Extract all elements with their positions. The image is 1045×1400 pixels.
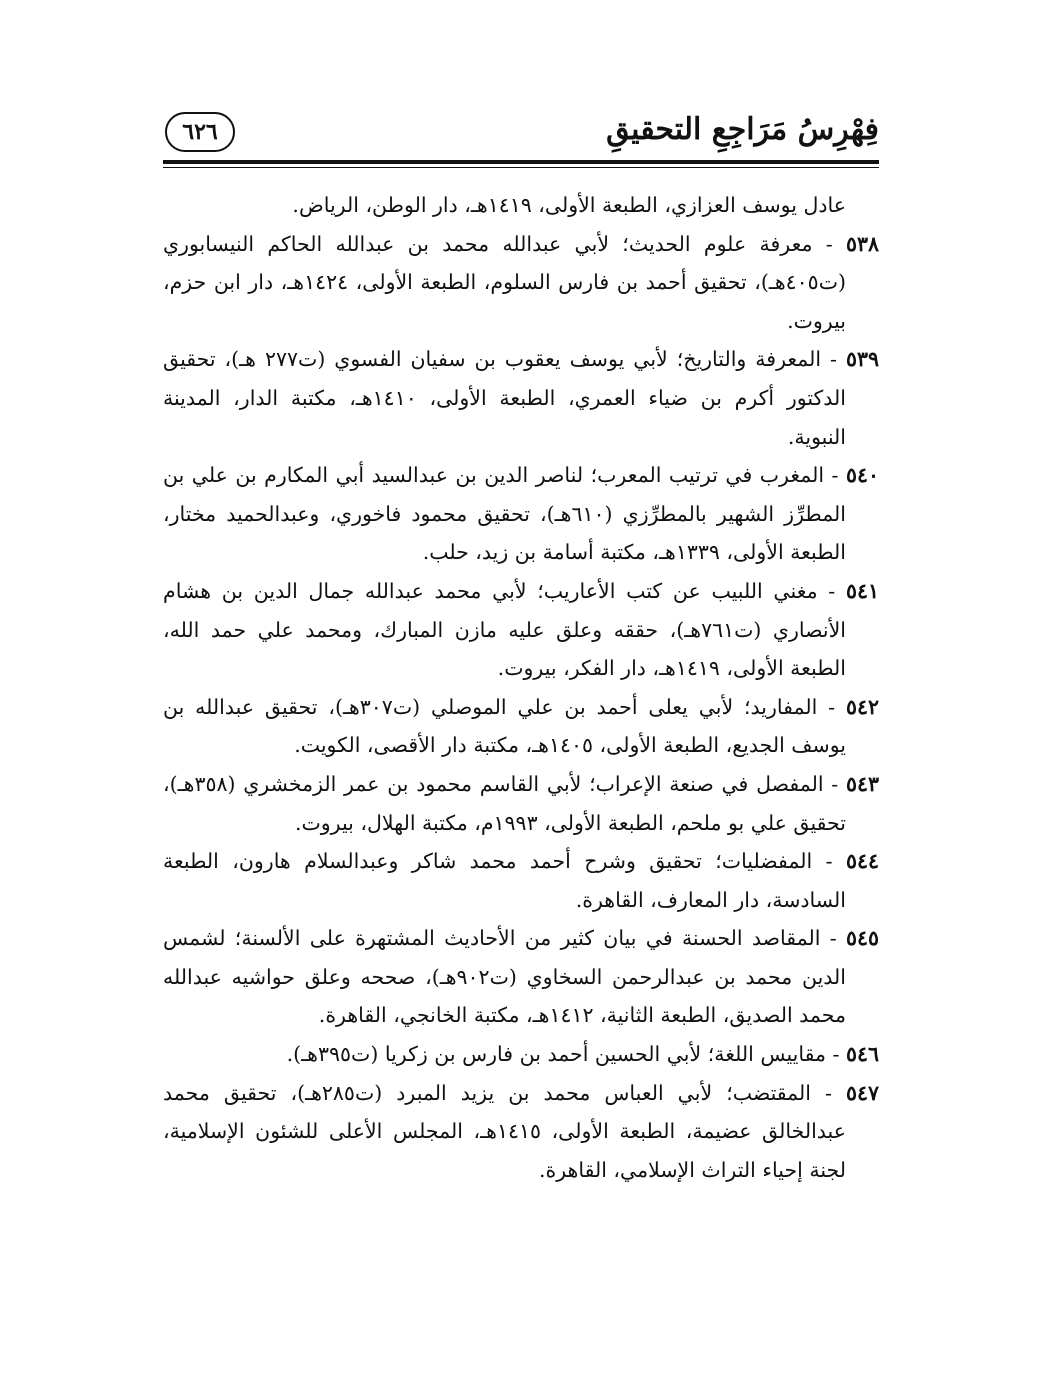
- entry-separator: -: [810, 1080, 846, 1105]
- entry-number: ٥٤٢: [845, 694, 879, 719]
- reference-entry: [163, 225, 879, 341]
- document-page: [163, 88, 879, 1338]
- entry-separator: -: [821, 347, 846, 372]
- entry-number: ٥٤٥: [845, 926, 879, 951]
- entry-separator: -: [817, 578, 846, 603]
- entry-number: ٥٤٦: [845, 1042, 879, 1067]
- page-number-badge: ٦٢٦: [165, 112, 235, 152]
- header-rule-thin: [163, 167, 879, 168]
- entry-text: المفضليات؛ تحقيق وشرح أحمد محمد شاكر وعبدالسلام هارون، الطبعة السادسة، دار المعارف، القاهرة.: [163, 849, 846, 912]
- entry-number: ٥٣٨: [845, 231, 879, 256]
- entry-separator: -: [824, 463, 846, 488]
- reference-entry: [163, 340, 879, 456]
- entry-text: المغرب في ترتيب المعرب؛ لناصر الدين بن عبدالسيد أبي المكارم بن علي بن المطرِّز الشهير بالمطرِّزي (٦١٠هـ)، تحقيق محمود فاخوري، وعبدالحميد مختار، الطبعة الأولى، ١٣٣٩هـ، مكتبة أسامة بن زيد، حلب.: [163, 463, 846, 565]
- running-title: فِهْرِسُ مَرَاجِعِ التحقيقِ: [606, 112, 879, 147]
- entry-separator: -: [812, 231, 846, 256]
- header-rule-thick: [163, 160, 879, 164]
- entry-separator: -: [823, 771, 846, 796]
- reference-entry: [163, 572, 879, 688]
- reference-entry: [163, 919, 879, 1035]
- entry-separator: -: [817, 694, 846, 719]
- entry-number: ٥٤١: [845, 578, 879, 603]
- entry-text: المقتضب؛ لأبي العباس محمد بن يزيد المبرد (ت٢٨٥هـ)، تحقيق محمد عبدالخالق عضيمة، الطبعة الأولى، ١٤١٥هـ، المجلس الأعلى للشئون الإسلامية، لجنة إحياء التراث الإسلامي، القاهرة.: [163, 1080, 846, 1182]
- reference-entry: [163, 1074, 879, 1190]
- reference-entry-continuation: [163, 186, 879, 225]
- entry-text: معرفة علوم الحديث؛ لأبي عبدالله محمد بن عبدالله الحاكم النيسابوري (ت٤٠٥هـ)، تحقيق أحمد بن فارس السلوم، الطبعة الأولى، ١٤٢٤هـ، دار ابن حزم، بيروت.: [163, 231, 846, 333]
- entry-separator: -: [820, 926, 846, 951]
- entry-number: ٥٣٩: [845, 347, 880, 372]
- entry-text: مقاييس اللغة؛ لأبي الحسين أحمد بن فارس بن زكريا (ت٣٩٥هـ).: [286, 1042, 826, 1067]
- reference-list: [163, 186, 879, 1189]
- entry-text: المفصل في صنعة الإعراب؛ لأبي القاسم محمود بن عمر الزمخشري (٣٥٨هـ)، تحقيق علي بو ملحم، الطبعة الأولى، ١٩٩٣م، مكتبة الهلال، بيروت.: [163, 771, 846, 835]
- entry-text: مغني اللبيب عن كتب الأعاريب؛ لأبي محمد عبدالله جمال الدين بن هشام الأنصاري (ت٧٦١هـ)، حققه وعلق عليه مازن المبارك، ومحمد علي حمد الله، الطبعة الأولى، ١٤١٩هـ، دار الفكر، بيروت.: [163, 578, 846, 681]
- entry-text: المقاصد الحسنة في بيان كثير من الأحاديث المشتهرة على الألسنة؛ لشمس الدين محمد بن عبدالرحمن السخاوي (ت٩٠٢هـ)، صححه وعلق حواشيه عبدالله محمد الصديق، الطبعة الثانية، ١٤١٢هـ، مكتبة الخانجي، القاهرة.: [163, 926, 846, 1028]
- entry-number: ٥٤٠: [845, 463, 879, 488]
- entry-number: ٥٤٧: [845, 1080, 879, 1105]
- entry-number: ٥٤٤: [845, 849, 879, 874]
- entry-text: المفاريد؛ لأبي يعلى أحمد بن علي الموصلي (ت٣٠٧هـ)، تحقيق عبدالله بن يوسف الجديع، الطبعة الأولى، ١٤٠٥هـ، مكتبة دار الأقصى، الكويت.: [163, 694, 846, 758]
- entry-text: عادل يوسف العزازي، الطبعة الأولى، ١٤١٩هـ، دار الوطن، الرياض.: [292, 193, 846, 217]
- entry-number: ٥٤٣: [845, 771, 880, 796]
- page-header: [163, 88, 879, 156]
- reference-entry: [163, 1035, 879, 1074]
- reference-entry: [163, 842, 879, 919]
- reference-entry: [163, 456, 879, 572]
- entry-separator: -: [825, 1042, 846, 1067]
- reference-entry: [163, 688, 879, 765]
- entry-text: المعرفة والتاريخ؛ لأبي يوسف يعقوب بن سفيان الفسوي (ت٢٧٧ هـ)، تحقيق الدكتور أكرم بن ضياء العمري، الطبعة الأولى، ١٤١٠هـ، مكتبة الدار، المدينة النبوية.: [163, 347, 846, 449]
- entry-separator: -: [812, 849, 846, 874]
- reference-entry: [163, 765, 879, 842]
